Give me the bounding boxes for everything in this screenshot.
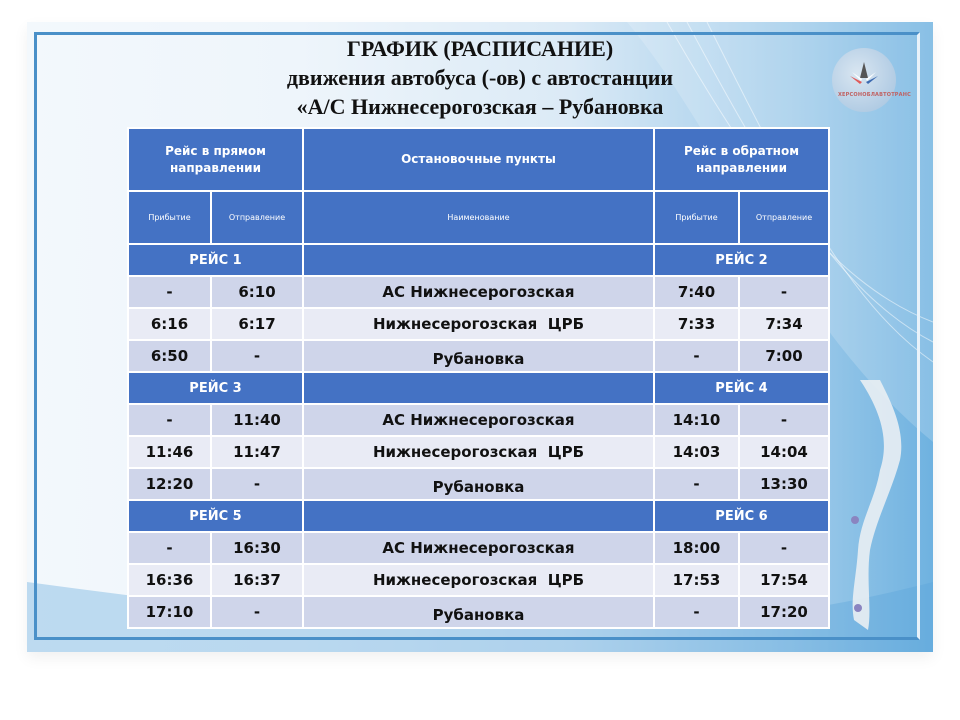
arrival-backward: 18:00: [654, 532, 739, 564]
company-logo: [832, 48, 911, 112]
subheader-arrival-forward: Прибытие: [128, 191, 211, 244]
stop-name: Нижнесерогозская ЦРБ: [303, 308, 654, 340]
title-line-1: ГРАФИК (РАСПИСАНИЕ): [346, 36, 614, 61]
trip-forward-label: РЕЙС 5: [128, 500, 303, 532]
departure-backward: -: [739, 276, 829, 308]
arrival-forward: -: [128, 276, 211, 308]
arrival-backward: 14:10: [654, 404, 739, 436]
arrival-backward: 17:53: [654, 564, 739, 596]
departure-backward: 14:04: [739, 436, 829, 468]
table-row: [128, 468, 829, 500]
bus-station-logo-icon: [850, 60, 878, 90]
trip-backward-label: РЕЙС 4: [654, 372, 829, 404]
table-row: [128, 404, 829, 436]
departure-forward: 6:17: [211, 308, 303, 340]
trip-forward-label: РЕЙС 3: [128, 372, 303, 404]
trip-header-spacer: [303, 244, 654, 276]
departure-forward: 11:47: [211, 436, 303, 468]
arrival-backward: -: [654, 340, 739, 372]
subheader-name: Наименование: [303, 191, 654, 244]
departure-forward: -: [211, 468, 303, 500]
trip-backward-label: РЕЙС 2: [654, 244, 829, 276]
table-row: [128, 596, 829, 628]
table-row: [128, 308, 829, 340]
stop-name: Рубановка: [303, 468, 654, 500]
arrival-forward: 17:10: [128, 596, 211, 628]
departure-backward: 17:20: [739, 596, 829, 628]
schedule-table: [127, 127, 830, 629]
departure-backward: 7:00: [739, 340, 829, 372]
table-row: [128, 564, 829, 596]
departure-forward: -: [211, 340, 303, 372]
departure-forward: 6:10: [211, 276, 303, 308]
trip-header-spacer: [303, 500, 654, 532]
trip-header-row: [128, 500, 829, 532]
header-stops: Остановочные пункты: [303, 128, 654, 191]
region-map-icon: [820, 380, 910, 640]
departure-backward: 13:30: [739, 468, 829, 500]
arrival-forward: 11:46: [128, 436, 211, 468]
title-line-2: движения автобуса (-ов) с автостанции: [286, 65, 674, 90]
stop-name: АС Нижнесерогозская: [303, 276, 654, 308]
trip-header-row: [128, 244, 829, 276]
arrival-forward: 12:20: [128, 468, 211, 500]
stop-name: АС Нижнесерогозская: [303, 404, 654, 436]
stop-name: АС Нижнесерогозская: [303, 532, 654, 564]
arrival-forward: -: [128, 404, 211, 436]
logo-text: ХЕРСОНОБЛАВТОТРАНС: [838, 92, 911, 98]
arrival-backward: 7:40: [654, 276, 739, 308]
subheader-departure-forward: Отправление: [211, 191, 303, 244]
stop-name: Рубановка: [303, 596, 654, 628]
arrival-backward: 14:03: [654, 436, 739, 468]
departure-forward: 16:30: [211, 532, 303, 564]
stop-name: Рубановка: [303, 340, 654, 372]
subheader-row: [128, 191, 829, 244]
header-forward: Рейс в прямом направлении: [128, 128, 303, 191]
trip-header-row: [128, 372, 829, 404]
header-row: [128, 128, 829, 191]
arrival-forward: 6:16: [128, 308, 211, 340]
arrival-backward: -: [654, 596, 739, 628]
departure-backward: -: [739, 404, 829, 436]
trip-backward-label: РЕЙС 6: [654, 500, 829, 532]
departure-forward: 11:40: [211, 404, 303, 436]
arrival-backward: 7:33: [654, 308, 739, 340]
table-row: [128, 340, 829, 372]
trip-forward-label: РЕЙС 1: [128, 244, 303, 276]
page-title: [200, 34, 760, 121]
header-backward: Рейс в обратном направлении: [654, 128, 829, 191]
subheader-departure-backward: Отправление: [739, 191, 829, 244]
stop-name: Нижнесерогозская ЦРБ: [303, 436, 654, 468]
arrival-forward: 6:50: [128, 340, 211, 372]
table-row: [128, 276, 829, 308]
departure-backward: -: [739, 532, 829, 564]
stop-name: Нижнесерогозская ЦРБ: [303, 564, 654, 596]
departure-backward: 7:34: [739, 308, 829, 340]
departure-forward: -: [211, 596, 303, 628]
arrival-forward: 16:36: [128, 564, 211, 596]
trip-header-spacer: [303, 372, 654, 404]
title-line-3: «А/С Нижнесерогозская – Рубановка: [296, 94, 664, 119]
table-row: [128, 532, 829, 564]
subheader-arrival-backward: Прибытие: [654, 191, 739, 244]
table-row: [128, 436, 829, 468]
arrival-backward: -: [654, 468, 739, 500]
departure-backward: 17:54: [739, 564, 829, 596]
departure-forward: 16:37: [211, 564, 303, 596]
arrival-forward: -: [128, 532, 211, 564]
